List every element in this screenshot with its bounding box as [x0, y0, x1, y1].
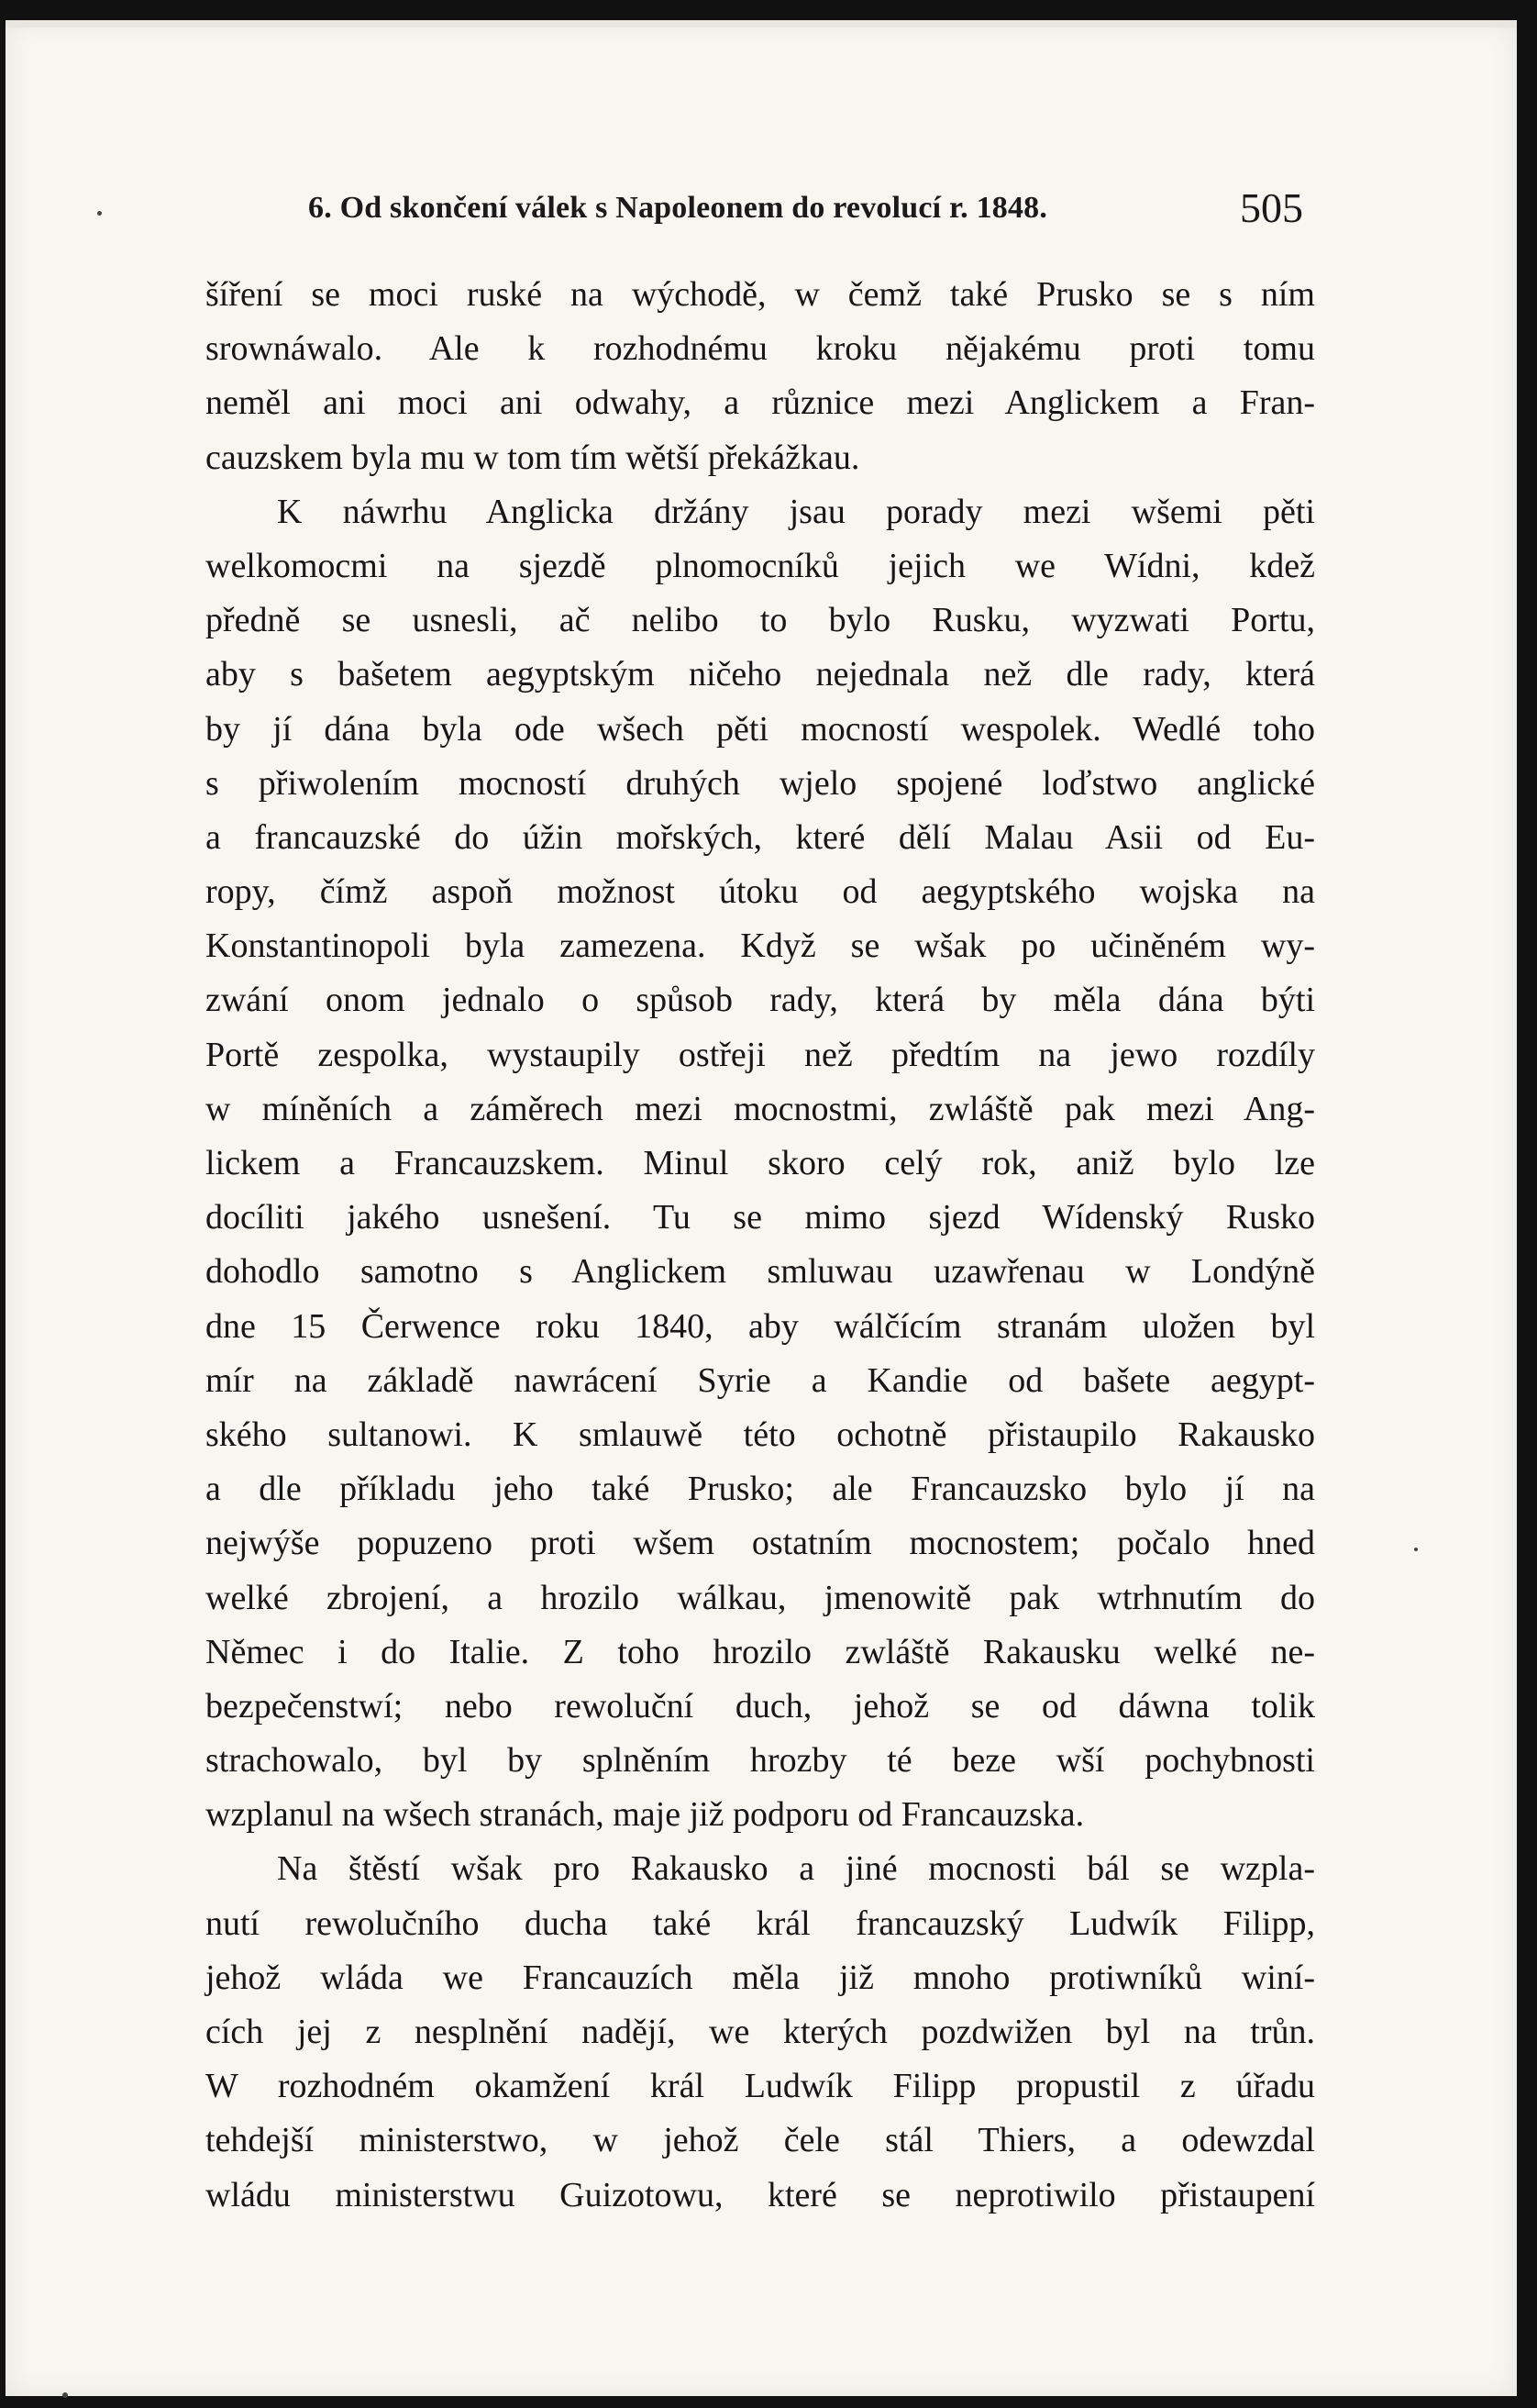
- text-line: w míněních a záměrech mezi mocnostmi, zwláště pak mezi Ang-: [205, 1089, 1315, 1128]
- text-line: nutí rewolučního ducha také král francauzský Ludwík Filipp,: [205, 1903, 1315, 1943]
- text-line: strachowalo, byl by splněním hrozby té beze wší pochybnosti: [205, 1741, 1315, 1781]
- text-line: Němec i do Italie. Z toho hrozilo zwláště Rakausku welké ne-: [205, 1632, 1315, 1671]
- text-line: ropy, čímž aspoň možnost útoku od aegyptského wojska na: [205, 872, 1315, 912]
- text-line: cích jej z nesplnění nadějí, we kterých pozdwižen byl na trůn.: [205, 2013, 1315, 2051]
- text-line: a dle příkladu jeho také Prusko; ale Francauzsko bylo jí na: [205, 1470, 1315, 1509]
- text-line: neměl ani moci ani odwahy, a různice mezi Anglickem a Fran-: [205, 383, 1315, 423]
- paper-speck: [97, 211, 102, 216]
- text-line: by jí dána byla ode wšech pěti mocností wespolek. Wedlé toho: [205, 709, 1315, 749]
- text-line: nejwýše popuzeno proti wšem ostatním mocnostem; počalo hned: [205, 1524, 1315, 1563]
- running-head: [308, 183, 1303, 239]
- text-line: wládu ministerstwu Guizotowu, které se neprotiwilo přistaupení: [205, 2175, 1315, 2214]
- text-line: docíliti jakého usnešení. Tu se mimo sjezd Wídenský Rusko: [205, 1198, 1315, 1237]
- text-line: zwání onom jednalo o spůsob rady, která by měla dána býti: [205, 981, 1315, 1020]
- text-line: jehož wláda we Francauzích měla již mnoho protiwníků winí-: [205, 1958, 1315, 1997]
- text-line: welkomocmi na sjezdě plnomocníků jejich we Wídni, kdež: [205, 546, 1315, 585]
- paper-speck: [1414, 1548, 1418, 1551]
- page-number: 505: [1240, 184, 1303, 231]
- text-line: dohodlo samotno s Anglickem smluwau uzawřenau w Londýně: [205, 1252, 1315, 1292]
- text-line: s přiwolením mocností druhých wjelo spojené loďstwo anglické: [205, 763, 1315, 803]
- text-line: mír na základě nawrácení Syrie a Kandie od bašete aegypt-: [205, 1360, 1315, 1400]
- text-line: bezpečenstwí; nebo rewoluční duch, jehož se od dáwna tolik: [205, 1686, 1315, 1726]
- text-line: dne 15 Čerwence roku 1840, aby wálčícím stranám uložen byl: [205, 1306, 1315, 1346]
- book-page: [6, 20, 1517, 2396]
- text-line: cauzskem byla mu w tom tím wětší překážkau.: [205, 438, 860, 477]
- text-line: aby s bašetem aegyptským ničeho nejednala než dle rady, která: [205, 655, 1315, 694]
- text-line: lickem a Francauzskem. Minul skoro celý rok, aniž bylo lze: [205, 1144, 1315, 1182]
- text-line: wzplanul na wšech stranách, maje již podporu od Francauzska.: [205, 1795, 1085, 1835]
- text-line: tehdejší ministerstwo, w jehož čele stál Thiers, a odewzdal: [205, 2121, 1315, 2160]
- text-line: Portě zespolka, wystaupily ostřeji než předtím na jewo rozdíly: [205, 1035, 1315, 1074]
- body-text: [205, 268, 1315, 2223]
- text-line: welké zbrojení, a hrozilo wálkau, jmenowitě pak wtrhnutím do: [205, 1578, 1315, 1617]
- text-line: ského sultanowi. K smlauwě této ochotně přistaupilo Rakausko: [205, 1415, 1315, 1454]
- text-line: K náwrhu Anglicka držány jsau porady mezi wšemi pěti: [277, 492, 1315, 531]
- chapter-heading: 6. Od skončení válek s Napoleonem do revolucí r. 1848.: [308, 191, 1048, 225]
- text-line: W rozhodném okamžení král Ludwík Filipp propustil z úřadu: [205, 2067, 1315, 2106]
- text-line: a francauzské do úžin mořských, které dělí Malau Asii od Eu-: [205, 817, 1315, 857]
- text-line: šíření se moci ruské na wýchodě, w čemž také Prusko se s ním: [205, 275, 1315, 314]
- text-line: předně se usnesli, ač nelibo to bylo Rusku, wyzwati Portu,: [205, 601, 1315, 640]
- text-line: Na štěstí wšak pro Rakausko a jiné mocnosti bál se wzpla-: [277, 1849, 1315, 1889]
- page-top-edge: [6, 20, 1517, 28]
- text-line: srownáwalo. Ale k rozhodnému kroku nějakému proti tomu: [205, 329, 1315, 369]
- text-line: Konstantinopoli byla zamezena. Když se wšak po učiněném wy-: [205, 927, 1315, 966]
- paper-speck: [62, 2392, 68, 2398]
